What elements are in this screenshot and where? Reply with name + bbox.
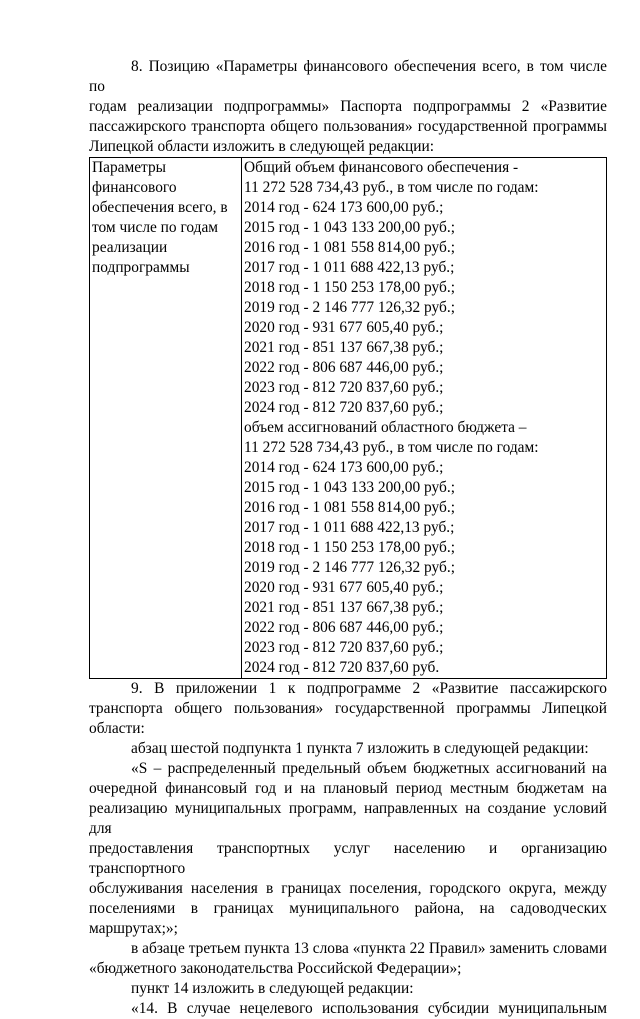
item-8-line-2: годам реализации подпрограммы» Паспорта подпрограммы 2 «Развитие xyxy=(89,98,607,115)
para-13-line: в абзаце третьем пункта 13 слова «пункта 22 Правил» заменить словами xyxy=(131,940,607,957)
item-9-line-3: области: xyxy=(89,720,145,737)
value-line: 2024 год - 812 720 837,60 руб.; xyxy=(244,399,444,416)
parameter-name-line: обеспечения всего, в xyxy=(92,199,228,216)
item-9-line-2: транспорта общего пользования» государственной программы Липецкой xyxy=(89,700,607,717)
value-line: 2016 год - 1 081 558 814,00 руб.; xyxy=(244,499,455,516)
table-row xyxy=(90,158,607,679)
value-line: 2014 год - 624 173 600,00 руб.; xyxy=(244,199,444,216)
parameter-name-line: подпрограммы xyxy=(92,259,190,276)
value-line: 2023 год - 812 720 837,60 руб.; xyxy=(244,639,444,656)
value-line: 2020 год - 931 677 605,40 руб.; xyxy=(244,579,444,596)
quote-s-line: поселениями в границах муниципального района, на садоводческих xyxy=(89,900,607,917)
parameter-name-line: реализации xyxy=(92,239,168,256)
document-page xyxy=(89,57,607,1019)
quote-s-line: «S – распределенный предельный объем бюджетных ассигнований на xyxy=(131,760,607,777)
value-line: 2019 год - 2 146 777 126,32 руб.; xyxy=(244,559,455,576)
item-9-line-1: 9. В приложении 1 к подпрограмме 2 «Развитие пассажирского xyxy=(131,680,607,697)
quote-s-line: обслуживания населения в границах поселения, городского округа, между xyxy=(89,880,607,897)
paragraph-abzac-shestoy: абзац шестой подпункта 1 пункта 7 изложить в следующей редакции: xyxy=(131,740,589,757)
value-line: 2015 год - 1 043 133 200,00 руб.; xyxy=(244,479,455,496)
quote-14-line: «14. В случае нецелевого использования субсидии муниципальным xyxy=(131,1000,607,1017)
item-8-line-1: 8. Позицию «Параметры финансового обеспечения всего, в том числе по xyxy=(89,58,607,95)
value-line: 2023 год - 812 720 837,60 руб.; xyxy=(244,379,444,396)
quote-s-paragraph xyxy=(89,759,607,939)
value-line: 2018 год - 1 150 253 178,00 руб.; xyxy=(244,279,455,296)
para-13-paragraph xyxy=(89,939,607,979)
quote-s-line: очередной финансовый год и на плановый период местным бюджетам на xyxy=(89,780,607,797)
quote-s-line: маршрутах;»; xyxy=(89,920,178,937)
quote-s-line: предоставления транспортных услуг населению и организацию транспортного xyxy=(89,840,607,877)
value-line: 2022 год - 806 687 446,00 руб.; xyxy=(244,619,444,636)
parameter-value-cell xyxy=(242,158,607,679)
value-line: 2018 год - 1 150 253 178,00 руб.; xyxy=(244,539,455,556)
value-line: 2022 год - 806 687 446,00 руб.; xyxy=(244,359,444,376)
parameter-name-line: финансового xyxy=(92,179,177,196)
value-line: 2024 год - 812 720 837,60 руб. xyxy=(244,659,440,676)
value-line: 11 272 528 734,43 руб., в том числе по годам: xyxy=(244,439,539,456)
value-line: 2017 год - 1 011 688 422,13 руб.; xyxy=(244,259,455,276)
value-line: 2019 год - 2 146 777 126,32 руб.; xyxy=(244,299,455,316)
value-line: Общий объем финансового обеспечения - xyxy=(244,159,519,176)
financing-parameters-table xyxy=(89,157,607,679)
value-line: 2021 год - 851 137 667,38 руб.; xyxy=(244,599,444,616)
value-line: объем ассигнований областного бюджета – xyxy=(244,419,527,436)
parameter-name-line: том числе по годам xyxy=(92,219,219,236)
para-13-line: «бюджетного законодательства Российской Федерации»; xyxy=(89,960,462,977)
item-9-paragraph xyxy=(89,679,607,739)
value-line: 2016 год - 1 081 558 814,00 руб.; xyxy=(244,239,455,256)
value-line: 11 272 528 734,43 руб., в том числе по годам: xyxy=(244,179,539,196)
item-8-line-3: пассажирского транспорта общего пользования» государственной программы xyxy=(89,118,607,135)
value-line: 2017 год - 1 011 688 422,13 руб.; xyxy=(244,519,455,536)
parameter-name-cell xyxy=(90,158,242,679)
value-line: 2020 год - 931 677 605,40 руб.; xyxy=(244,319,444,336)
value-line: 2015 год - 1 043 133 200,00 руб.; xyxy=(244,219,455,236)
parameter-name-line: Параметры xyxy=(92,159,166,176)
quote-s-line: реализацию муниципальных программ, направленных на создание условий для xyxy=(89,800,607,837)
paragraph-punkt-14: пункт 14 изложить в следующей редакции: xyxy=(131,980,414,997)
value-line: 2014 год - 624 173 600,00 руб.; xyxy=(244,459,444,476)
value-line: 2021 год - 851 137 667,38 руб.; xyxy=(244,339,444,356)
item-8-paragraph xyxy=(89,57,607,157)
item-8-line-4: Липецкой области изложить в следующей редакции: xyxy=(89,138,435,155)
